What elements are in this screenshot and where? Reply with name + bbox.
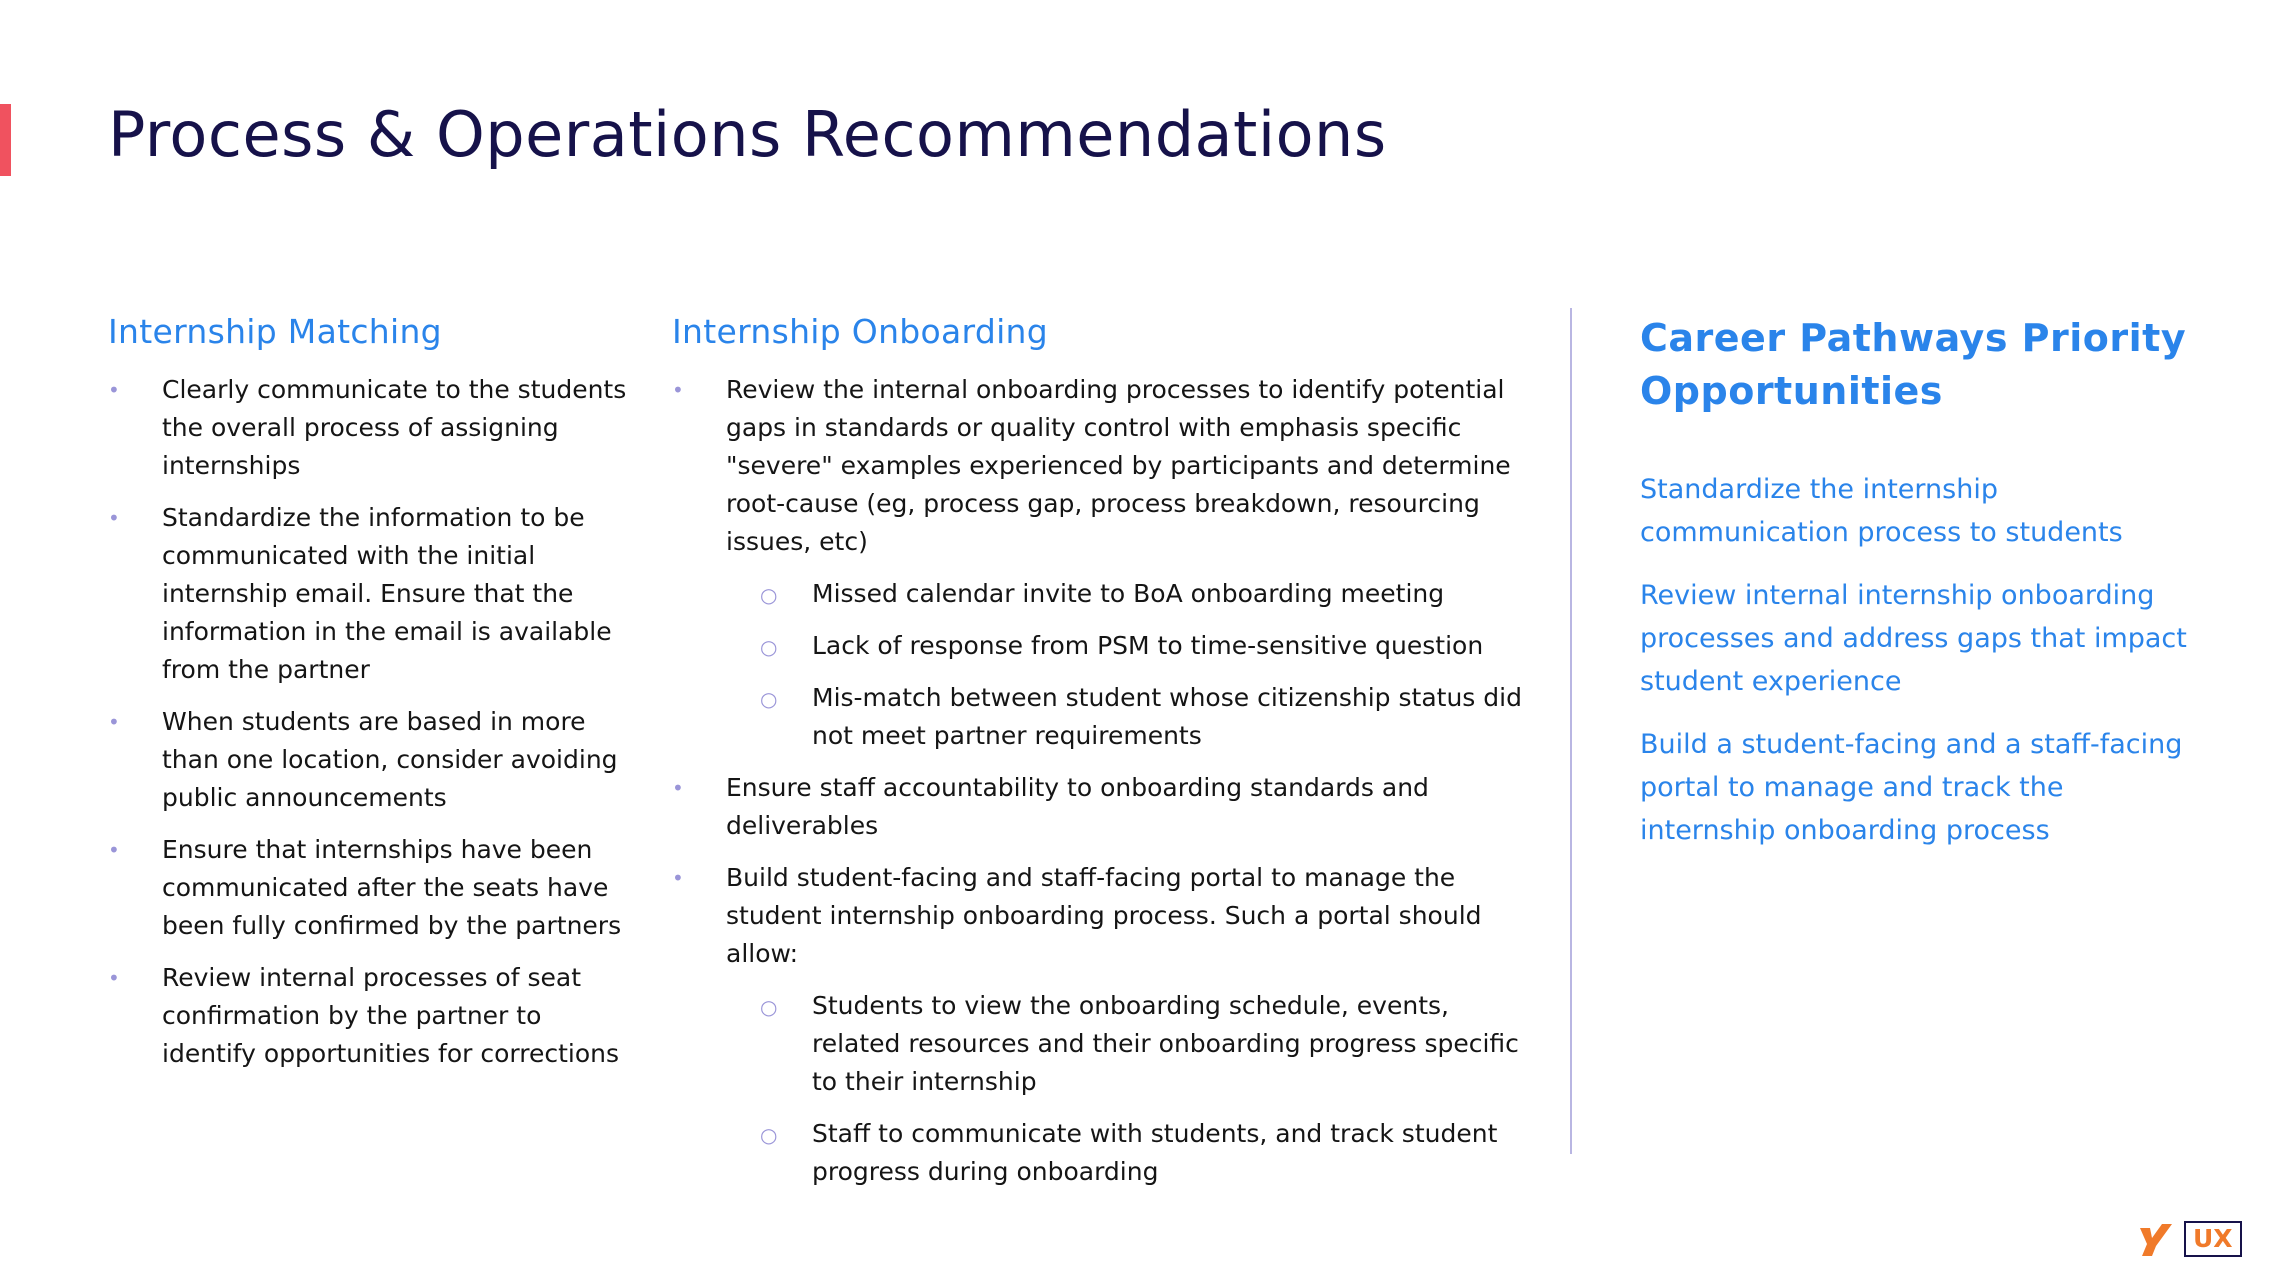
sub-list-item: [726, 679, 1522, 755]
logo-text: UX: [2184, 1221, 2242, 1257]
sub-list-item-text: Missed calendar invite to BoA onboarding meeting: [812, 579, 1445, 608]
internship-onboarding-heading: Internship Onboarding: [672, 312, 1049, 351]
priority-opportunities-heading: Career Pathways Priority Opportunities: [1640, 316, 2187, 413]
list-item-text: Ensure staff accountability to onboarding standards and deliverables: [726, 773, 1429, 840]
list-item: [108, 959, 628, 1073]
internship-onboarding-list: [672, 371, 1522, 1191]
company-logo: [2136, 1220, 2242, 1258]
list-item-text: Clearly communicate to the students the overall process of assigning internships: [162, 375, 627, 480]
sub-list-item-text: Mis-match between student whose citizenship status did not meet partner requirements: [812, 683, 1522, 750]
title-accent-bar: [0, 104, 11, 176]
list-item-text: Ensure that internships have been communicated after the seats have been fully confirmed by the partners: [162, 835, 622, 940]
priority-item: Review internal internship onboarding processes and address gaps that impact student experience: [1640, 580, 2187, 697]
priority-opportunities-section: [1640, 312, 2200, 872]
circle-bullet-icon: ○: [760, 635, 778, 659]
list-item-text: When students are based in more than one location, consider avoiding public announcements: [162, 707, 618, 812]
bullet-icon: •: [672, 866, 684, 890]
internship-matching-section: [108, 312, 628, 1087]
column-divider: [1570, 308, 1572, 1154]
sub-list-item-text: Staff to communicate with students, and track student progress during onboarding: [812, 1119, 1498, 1186]
list-item: [108, 371, 628, 485]
internship-matching-list: [108, 371, 628, 1073]
list-item-text: Build student-facing and staff-facing portal to manage the student internship onboarding process. Such a portal should allow:: [726, 863, 1482, 968]
list-item: [672, 769, 1522, 845]
internship-matching-heading: Internship Matching: [108, 312, 442, 351]
circle-bullet-icon: ○: [760, 583, 778, 607]
circle-bullet-icon: ○: [760, 995, 778, 1019]
sub-list-item-text: Lack of response from PSM to time-sensitive question: [812, 631, 1484, 660]
sub-list-item-text: Students to view the onboarding schedule, events, related resources and their onboarding progress specific to their internship: [812, 991, 1519, 1096]
list-item-text: Standardize the information to be communicated with the initial internship email. Ensure that the information in the email is available from the partner: [162, 503, 612, 684]
sub-list-item: [726, 627, 1522, 665]
list-item: [108, 831, 628, 945]
sub-list: [726, 987, 1522, 1191]
sub-list: [726, 575, 1522, 755]
bullet-icon: •: [108, 838, 120, 862]
priority-item: Standardize the internship communication process to students: [1640, 474, 2123, 548]
page-title: Process & Operations Recommendations: [108, 98, 1387, 171]
bullet-icon: •: [108, 966, 120, 990]
internship-onboarding-section: [672, 312, 1522, 1205]
bullet-icon: •: [108, 506, 120, 530]
priority-item: Build a student-facing and a staff-facing portal to manage and track the internship onboarding process: [1640, 729, 2183, 846]
bullet-icon: •: [108, 710, 120, 734]
list-item: [108, 499, 628, 689]
list-item: [108, 703, 628, 817]
list-item-text: Review internal processes of seat confirmation by the partner to identify opportunities for corrections: [162, 963, 620, 1068]
circle-bullet-icon: ○: [760, 1123, 778, 1147]
bullet-icon: •: [672, 378, 684, 402]
sub-list-item: [726, 1115, 1522, 1191]
bullet-icon: •: [672, 776, 684, 800]
list-item: [672, 859, 1522, 1191]
bullet-icon: •: [108, 378, 120, 402]
list-item: [672, 371, 1522, 755]
logo-mark-icon: [2136, 1220, 2174, 1258]
list-item-text: Review the internal onboarding processes to identify potential gaps in standards or quality control with emphasis specific "severe" examples experienced by participants and determine root-cause (eg, process gap, process breakdown, resourcing issues, etc): [726, 375, 1511, 556]
circle-bullet-icon: ○: [760, 687, 778, 711]
sub-list-item: [726, 575, 1522, 613]
sub-list-item: [726, 987, 1522, 1101]
